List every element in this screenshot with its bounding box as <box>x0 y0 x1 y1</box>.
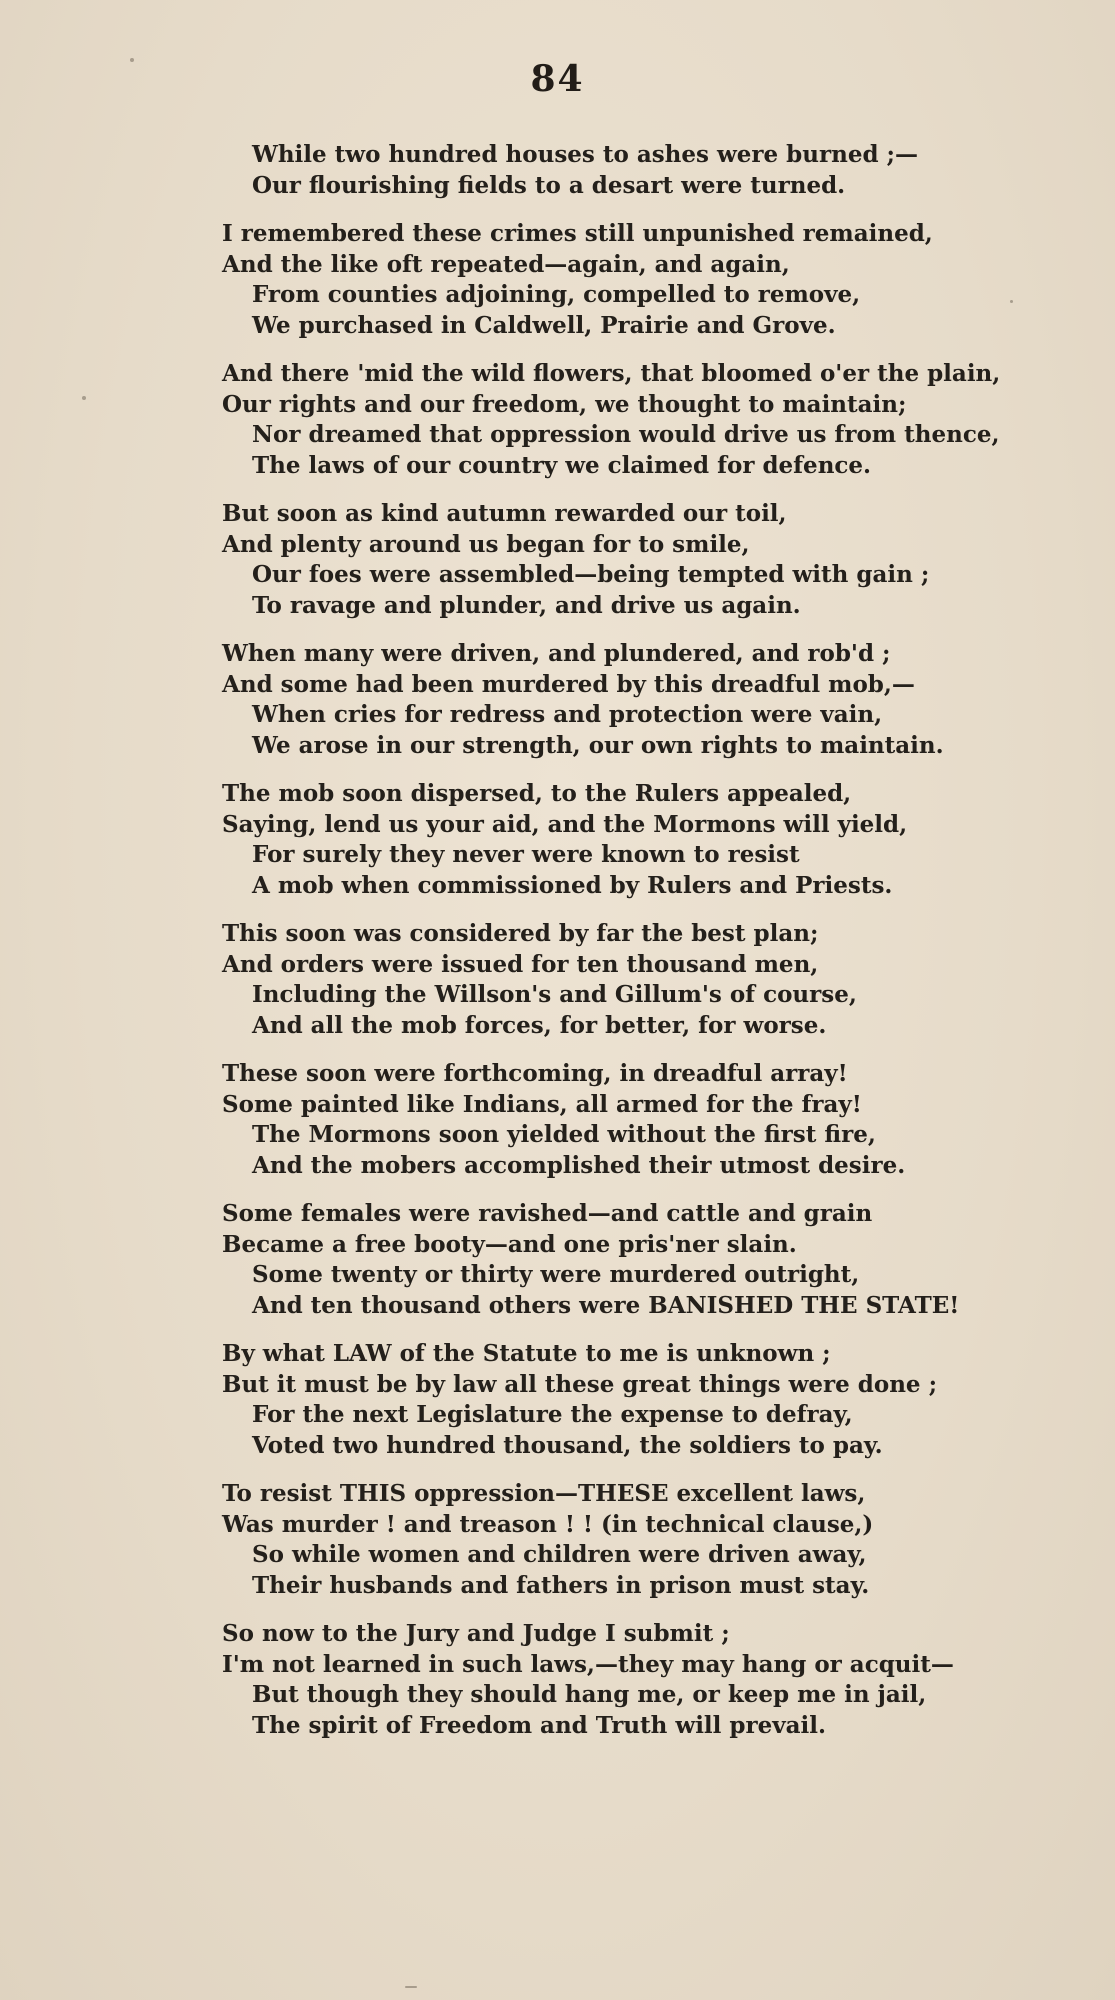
poem-line: Some painted like Indians, all armed for the fray! <box>222 1090 862 1118</box>
stanza <box>222 1059 1042 1181</box>
poem-line: So now to the Jury and Judge I submit ; <box>222 1620 730 1647</box>
stanza <box>222 1339 1042 1461</box>
poem-line: I remembered these crimes still unpunished remained, <box>222 220 933 247</box>
poem-line: The laws of our country we claimed for defence. <box>252 451 872 479</box>
stanza <box>222 359 1042 481</box>
poem-line: The Mormons soon yielded without the first fire, <box>252 1121 876 1148</box>
stanza <box>222 639 1042 761</box>
stanza <box>222 1619 1042 1741</box>
poem-line: Including the Willson's and Gillum's of course, <box>252 981 857 1008</box>
poem-line: By what LAW of the Statute to me is unknown ; <box>222 1340 831 1367</box>
poem-line: Nor dreamed that oppression would drive us from thence, <box>252 421 1000 448</box>
poem-line: And plenty around us began for to smile, <box>222 530 750 558</box>
stanza <box>222 1199 1042 1321</box>
poem-body <box>222 140 1042 1759</box>
paper-speck <box>405 1986 417 1988</box>
poem-line: And orders were issued for ten thousand men, <box>222 950 819 978</box>
poem-line: And the like oft repeated—again, and again, <box>222 250 790 278</box>
poem-line: To resist THIS oppression—THESE excellent laws, <box>222 1480 866 1507</box>
poem-line: And all the mob forces, for better, for worse. <box>252 1011 827 1039</box>
poem-line: The spirit of Freedom and Truth will prevail. <box>252 1711 827 1739</box>
paper-speck <box>1010 300 1013 303</box>
poem-line: Some twenty or thirty were murdered outright, <box>252 1261 860 1288</box>
stanza <box>222 219 1042 341</box>
poem-line: We purchased in Caldwell, Prairie and Grove. <box>252 311 836 339</box>
poem-line: For the next Legislature the expense to defray, <box>252 1401 853 1428</box>
stanza <box>222 919 1042 1041</box>
poem-line: When many were driven, and plundered, and rob'd ; <box>222 640 891 667</box>
poem-line: Some females were ravished—and cattle and grain <box>222 1200 873 1227</box>
poem-line: And some had been murdered by this dreadful mob,— <box>222 670 915 698</box>
poem-line: From counties adjoining, compelled to remove, <box>252 281 861 308</box>
poem-line: I'm not learned in such laws,—they may hang or acquit— <box>222 1650 954 1678</box>
stanza <box>222 140 1042 201</box>
poem-line: Was murder ! and treason ! ! (in technical clause,) <box>222 1510 874 1538</box>
poem-line: But it must be by law all these great things were done ; <box>222 1370 938 1398</box>
poem-line: Voted two hundred thousand, the soldiers to pay. <box>252 1431 883 1459</box>
poem-line: For surely they never were known to resist <box>252 841 800 868</box>
poem-line: So while women and children were driven away, <box>252 1541 867 1568</box>
poem-line: We arose in our strength, our own rights to maintain. <box>252 731 944 759</box>
stanza <box>222 499 1042 621</box>
stanza <box>222 779 1042 901</box>
poem-line: While two hundred houses to ashes were burned ;— <box>252 141 919 168</box>
poem-line: When cries for redress and protection were vain, <box>252 701 883 728</box>
poem-line: And there 'mid the wild flowers, that bloomed o'er the plain, <box>222 360 1001 387</box>
poem-line: And ten thousand others were BANISHED THE STATE! <box>252 1291 960 1319</box>
poem-line: And the mobers accomplished their utmost desire. <box>252 1151 906 1179</box>
poem-line: Their husbands and fathers in prison must stay. <box>252 1571 870 1599</box>
poem-line: These soon were forthcoming, in dreadful array! <box>222 1060 848 1087</box>
poem-line: Became a free booty—and one pris'ner slain. <box>222 1230 797 1258</box>
poem-line: The mob soon dispersed, to the Rulers appealed, <box>222 780 852 807</box>
poem-line: This soon was considered by far the best plan; <box>222 920 819 947</box>
stanza <box>222 1479 1042 1601</box>
poem-line: Saying, lend us your aid, and the Mormons will yield, <box>222 810 908 838</box>
poem-line: Our foes were assembled—being tempted with gain ; <box>252 561 930 588</box>
poem-line: But soon as kind autumn rewarded our toil, <box>222 500 787 527</box>
poem-line: Our flourishing fields to a desart were turned. <box>252 171 846 199</box>
poem-line: But though they should hang me, or keep me in jail, <box>252 1681 927 1708</box>
poem-line: A mob when commissioned by Rulers and Priests. <box>252 871 893 899</box>
poem-line: Our rights and our freedom, we thought to maintain; <box>222 390 907 418</box>
paper-speck <box>82 396 86 400</box>
paper-speck <box>130 58 134 62</box>
page-number: 84 <box>530 58 585 100</box>
poem-line: To ravage and plunder, and drive us again. <box>252 591 801 619</box>
